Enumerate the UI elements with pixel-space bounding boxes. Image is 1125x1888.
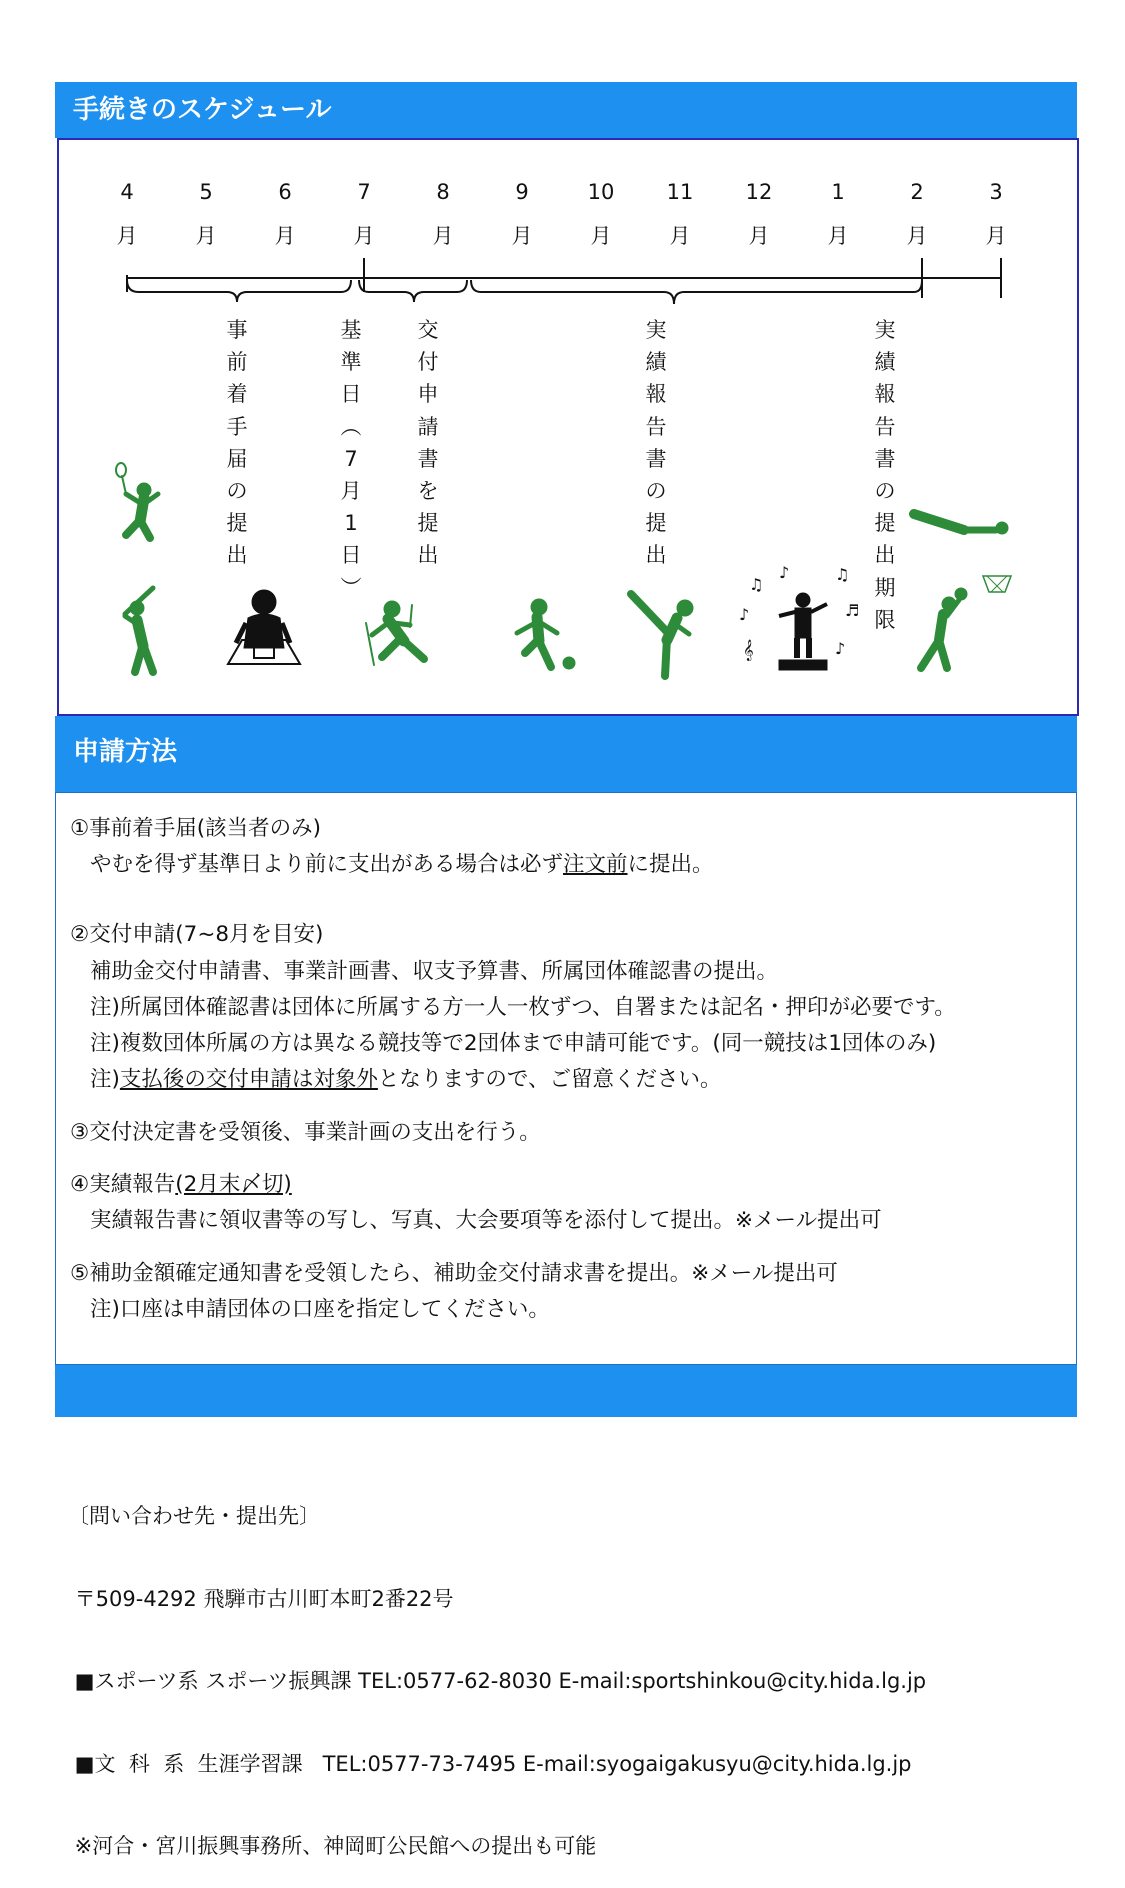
basketball-icon bbox=[899, 570, 1009, 680]
step2-note2: 注)複数団体所属の方は異なる競技等で2団体まで申請可能です。(同一競技は1団体のみ) bbox=[90, 1031, 937, 1056]
svg-text:♪: ♪ bbox=[739, 605, 750, 624]
label-base-date: 基 準 日 ︵ 7 月 1 日 ︶ bbox=[340, 318, 362, 600]
contact-sports: ■スポーツ系 スポーツ振興課 TEL:0577-62-8030 E-mail:sportshinkou@city.hida.lg.jp bbox=[68, 1669, 927, 1693]
svg-text:♪: ♪ bbox=[779, 563, 790, 582]
timeline-axis bbox=[59, 140, 1079, 340]
baseball-icon bbox=[109, 580, 179, 680]
contact-note: ※河合・宮川振興事務所、神岡町公民館への提出も可能 bbox=[68, 1834, 597, 1858]
step2-line1: 補助金交付申請書、事業計画書、収支予算書、所属団体確認書の提出。 bbox=[90, 959, 779, 984]
month-4: 4 月 bbox=[116, 180, 138, 248]
svg-text:♪: ♪ bbox=[835, 639, 846, 658]
badminton-icon bbox=[104, 460, 184, 560]
contact-culture: ■文 科 系 生涯学習課 TEL:0577-73-7495 E-mail:syogaigakusyu@city.hida.lg.jp bbox=[68, 1751, 912, 1776]
month-3: 3 月 bbox=[985, 180, 1007, 248]
volleyball-dive-icon bbox=[904, 500, 1014, 560]
step2-note1: 注)所属団体確認書は団体に所属する方一人一枚ずつ、自署または記名・押印が必要です。 bbox=[90, 995, 956, 1020]
month-2: 2 月 bbox=[906, 180, 928, 248]
month-1: 1 月 bbox=[827, 180, 849, 248]
step4-line1: 実績報告書に領収書等の写し、写真、大会要項等を添付して提出。※メール提出可 bbox=[90, 1208, 882, 1233]
schedule-title: 手続きのスケジュール bbox=[73, 95, 332, 125]
step5-heading: ⑤補助金額確定通知書を受領したら、補助金交付請求書を提出。※メール提出可 bbox=[70, 1261, 838, 1286]
svg-text:♫: ♫ bbox=[835, 565, 850, 584]
karate-icon bbox=[619, 588, 709, 678]
month-8: 8 月 bbox=[432, 180, 454, 248]
svg-text:♬: ♬ bbox=[845, 601, 860, 620]
soccer-icon bbox=[499, 595, 589, 680]
calligraphy-icon bbox=[214, 588, 314, 673]
contact-title: 〔問い合わせ先・提出先〕 bbox=[68, 1504, 320, 1528]
skiing-icon bbox=[344, 595, 464, 675]
label-report: 実 績 報 告 書 の 提 出 bbox=[645, 318, 667, 568]
step1-text: やむを得ず基準日より前に支出がある場合は必ず注文前に提出。 bbox=[90, 852, 714, 877]
schedule-header bbox=[55, 82, 1077, 138]
bottom-bar bbox=[55, 1365, 1077, 1417]
month-12: 12 月 bbox=[745, 180, 773, 248]
step1-heading: ①事前着手届(該当者のみ) bbox=[70, 816, 322, 841]
label-pre-notice: 事 前 着 手 届 の 提 出 bbox=[226, 318, 248, 568]
month-9: 9 月 bbox=[511, 180, 533, 248]
month-5: 5 月 bbox=[195, 180, 217, 248]
method-panel bbox=[55, 792, 1077, 1365]
contact-block bbox=[68, 1448, 926, 1888]
svg-text:𝄞: 𝄞 bbox=[743, 640, 754, 661]
month-7: 7 月 bbox=[353, 180, 375, 248]
month-11: 11 月 bbox=[666, 180, 694, 248]
month-6: 6 月 bbox=[274, 180, 296, 248]
schedule-panel bbox=[57, 138, 1079, 716]
label-report-deadline: 実 績 報 告 書 の 提 出 期 限 bbox=[874, 318, 896, 632]
svg-text:♫: ♫ bbox=[749, 575, 764, 594]
step4-heading: ④実績報告(2月末〆切) bbox=[70, 1172, 292, 1197]
orchestra-icon bbox=[739, 560, 869, 690]
step2-heading: ②交付申請(7~8月を目安) bbox=[70, 922, 324, 947]
step2-note3: 注)支払後の交付申請は対象外となりますので、ご留意ください。 bbox=[90, 1067, 722, 1092]
contact-address: 〒509-4292 飛騨市古川町本町2番22号 bbox=[68, 1586, 454, 1611]
method-title: 申請方法 bbox=[73, 737, 178, 767]
step3-heading: ③交付決定書を受領後、事業計画の支出を行う。 bbox=[70, 1120, 541, 1145]
step5-note1: 注)口座は申請団体の口座を指定してください。 bbox=[90, 1297, 550, 1322]
label-application: 交 付 申 請 書 を 提 出 bbox=[417, 318, 439, 568]
month-10: 10 月 bbox=[587, 180, 615, 248]
method-header bbox=[55, 716, 1077, 792]
